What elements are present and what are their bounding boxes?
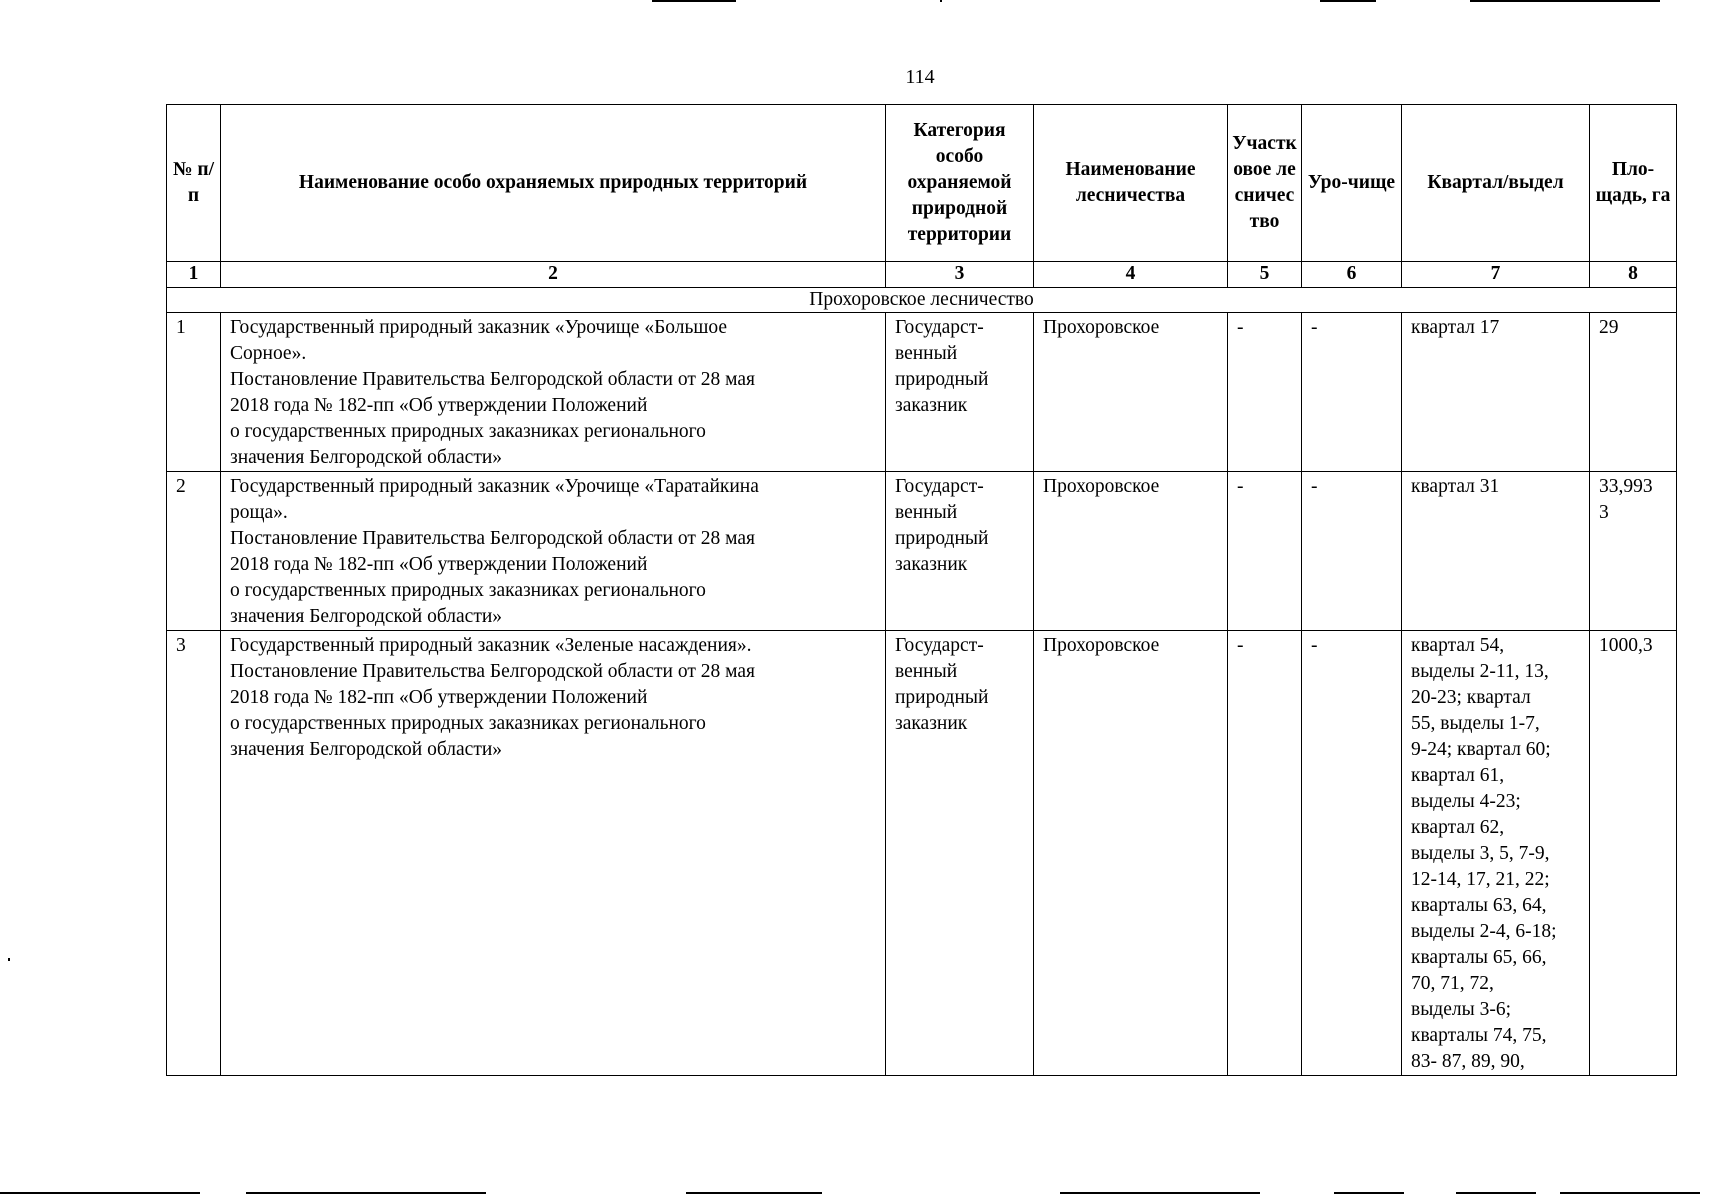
header-cell-quarter: Квартал/выдел xyxy=(1402,105,1590,262)
text-line: Государственный природный заказник «Урочище «Большое xyxy=(230,317,728,338)
text-line: выделы 4-23; xyxy=(1411,791,1521,812)
text-line: 29 xyxy=(1599,317,1619,338)
scan-artifact-line xyxy=(652,0,736,2)
table-row xyxy=(167,631,1677,1076)
scan-artifact-line xyxy=(0,1192,200,1194)
district-forestry-cell: - xyxy=(1228,631,1302,1076)
header-cell-tract: Уро-чище xyxy=(1302,105,1402,262)
text-line: заказник xyxy=(895,554,968,575)
row-number: 2 xyxy=(167,472,221,631)
row-number: 3 xyxy=(167,631,221,1076)
text-line: выделы 3, 5, 7-9, xyxy=(1411,843,1550,864)
scan-artifact-line xyxy=(1470,0,1660,2)
text-line: роща». xyxy=(230,502,288,523)
text-line: 83- 87, 89, 90, xyxy=(1411,1051,1525,1072)
scan-artifact-line xyxy=(1560,1192,1700,1194)
text-line: значения Белгородской области» xyxy=(230,447,503,468)
text-line: о государственных природных заказниках регионального xyxy=(230,580,706,601)
scan-artifact-line xyxy=(686,1192,822,1194)
text-line: Государст- xyxy=(895,317,984,338)
text-line: о государственных природных заказниках регионального xyxy=(230,421,706,442)
section-row xyxy=(167,288,1677,313)
header-cell-forestry: Наименование лесничества xyxy=(1034,105,1228,262)
text-line: венный xyxy=(895,661,958,682)
text-line: 33,993 xyxy=(1599,476,1653,497)
column-number: 1 xyxy=(167,262,221,288)
page-number: 114 xyxy=(905,66,935,88)
area-cell xyxy=(1590,313,1677,472)
text-line: значения Белгородской области» xyxy=(230,606,503,627)
forestry-cell: Прохоровское xyxy=(1034,631,1228,1076)
text-line: Государственный природный заказник «Урочище «Таратайкина xyxy=(230,476,759,497)
category-cell xyxy=(886,631,1034,1076)
text-line: Постановление Правительства Белгородской области от 28 мая xyxy=(230,528,755,549)
text-line: 2018 года № 182-пп «Об утверждении Положений xyxy=(230,554,648,575)
text-line: 9-24; квартал 60; xyxy=(1411,739,1551,760)
text-line: венный xyxy=(895,343,958,364)
scan-artifact-line xyxy=(940,0,942,2)
column-number: 6 xyxy=(1302,262,1402,288)
table-row xyxy=(167,313,1677,472)
row-number: 1 xyxy=(167,313,221,472)
text-line: квартал 61, xyxy=(1411,765,1505,786)
column-number: 4 xyxy=(1034,262,1228,288)
scan-artifact-line xyxy=(1060,1192,1260,1194)
area-cell xyxy=(1590,472,1677,631)
territory-name-cell xyxy=(221,631,886,1076)
category-cell xyxy=(886,472,1034,631)
column-number: 7 xyxy=(1402,262,1590,288)
quarter-cell xyxy=(1402,472,1590,631)
text-line: Государст- xyxy=(895,476,984,497)
text-line: заказник xyxy=(895,713,968,734)
header-cell-district-forestry: Участковое лесничество xyxy=(1228,105,1302,262)
header-row xyxy=(167,105,1677,262)
text-line: выделы 2-11, 13, xyxy=(1411,661,1549,682)
section-title: Прохоровское лесничество xyxy=(167,288,1677,313)
column-number: 5 xyxy=(1228,262,1302,288)
text-line: 3 xyxy=(1599,502,1609,523)
text-line: значения Белгородской области» xyxy=(230,739,503,760)
text-line: заказник xyxy=(895,395,968,416)
text-line: природный xyxy=(895,369,989,390)
forestry-cell: Прохоровское xyxy=(1034,472,1228,631)
tract-cell: - xyxy=(1302,472,1402,631)
text-line: 70, 71, 72, xyxy=(1411,973,1494,994)
table-row xyxy=(167,472,1677,631)
quarter-cell xyxy=(1402,631,1590,1076)
text-line: кварталы 65, 66, xyxy=(1411,947,1547,968)
scan-artifact-dot xyxy=(8,958,10,961)
text-line: о государственных природных заказниках регионального xyxy=(230,713,706,734)
text-line: квартал 17 xyxy=(1411,317,1500,338)
text-line: квартал 54, xyxy=(1411,635,1505,656)
text-line: 55, выделы 1-7, xyxy=(1411,713,1540,734)
scan-artifact-line xyxy=(1320,0,1376,2)
text-line: кварталы 74, 75, xyxy=(1411,1025,1547,1046)
text-line: природный xyxy=(895,528,989,549)
header-cell-name: Наименование особо охраняемых природных территорий xyxy=(221,105,886,262)
text-line: кварталы 63, 64, xyxy=(1411,895,1547,916)
category-cell xyxy=(886,313,1034,472)
text-line: Постановление Правительства Белгородской области от 28 мая xyxy=(230,661,755,682)
district-forestry-cell: - xyxy=(1228,472,1302,631)
tract-cell: - xyxy=(1302,313,1402,472)
header-cell-number: № п/п xyxy=(167,105,221,262)
text-line: квартал 31 xyxy=(1411,476,1500,497)
text-line: 2018 года № 182-пп «Об утверждении Положений xyxy=(230,687,648,708)
scan-artifact-line xyxy=(1334,1192,1404,1194)
text-line: квартал 62, xyxy=(1411,817,1505,838)
text-line: Сорное». xyxy=(230,343,307,364)
column-number-row xyxy=(167,262,1677,288)
district-forestry-cell: - xyxy=(1228,313,1302,472)
scan-artifact-line xyxy=(246,1192,486,1194)
column-number: 2 xyxy=(221,262,886,288)
text-line: 20-23; квартал xyxy=(1411,687,1531,708)
header-cell-area: Пло-щадь, га xyxy=(1590,105,1677,262)
text-line: Постановление Правительства Белгородской области от 28 мая xyxy=(230,369,755,390)
column-number: 3 xyxy=(886,262,1034,288)
text-line: выделы 2-4, 6-18; xyxy=(1411,921,1557,942)
area-cell xyxy=(1590,631,1677,1076)
text-line: 12-14, 17, 21, 22; xyxy=(1411,869,1550,890)
quarter-cell xyxy=(1402,313,1590,472)
territory-name-cell xyxy=(221,313,886,472)
text-line: Государственный природный заказник «Зеленые насаждения». xyxy=(230,635,752,656)
text-line: выделы 3-6; xyxy=(1411,999,1512,1020)
text-line: венный xyxy=(895,502,958,523)
scan-artifact-line xyxy=(1456,1192,1536,1194)
text-line: 1000,3 xyxy=(1599,635,1653,656)
column-number: 8 xyxy=(1590,262,1677,288)
header-cell-category: Категория особо охраняемой природной территории xyxy=(886,105,1034,262)
tract-cell: - xyxy=(1302,631,1402,1076)
territory-name-cell xyxy=(221,472,886,631)
text-line: природный xyxy=(895,687,989,708)
text-line: Государст- xyxy=(895,635,984,656)
protected-areas-table xyxy=(166,104,1677,1076)
text-line: 2018 года № 182-пп «Об утверждении Положений xyxy=(230,395,648,416)
forestry-cell: Прохоровское xyxy=(1034,313,1228,472)
